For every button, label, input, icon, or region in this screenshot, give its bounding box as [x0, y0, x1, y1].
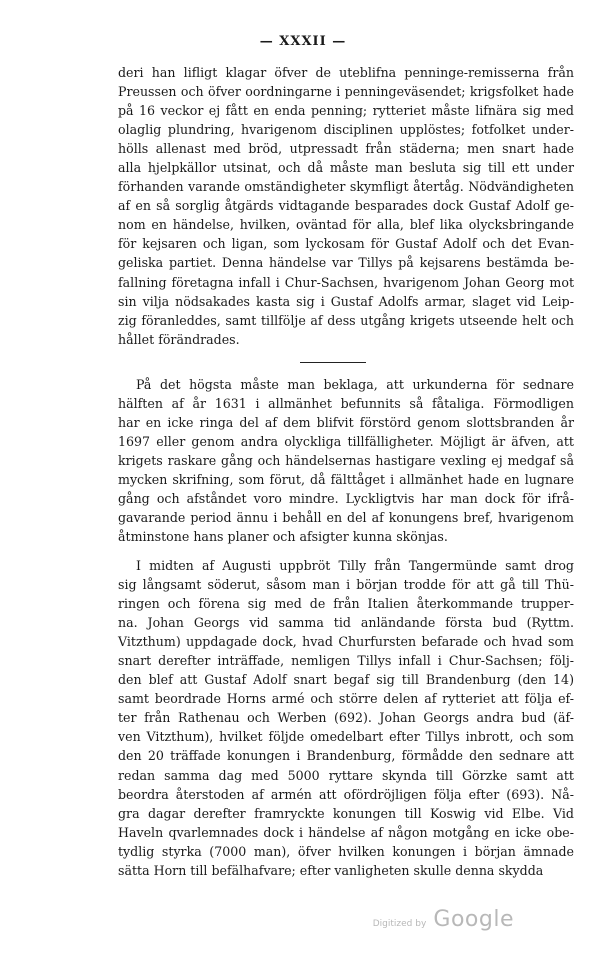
- text-line: gång och afståndet voro mindre. Lyckligtvis har man dock för ifrå-: [118, 491, 574, 507]
- text-line: tydlig styrka (7000 man), öfver hvilken konungen i början ämnade: [118, 843, 574, 859]
- text-line: den blef att Gustaf Adolf snart begaf sig till Brandenburg (den 14): [118, 672, 574, 688]
- text-line: samt beordrade Horns armé och större delen af rytteriet att följa ef-: [118, 691, 574, 707]
- text-line: gavarande period ännu i behåll en del af konungens bref, hvarigenom: [118, 510, 574, 526]
- text-line: På det högsta måste man beklaga, att urkunderna för sednare: [136, 377, 574, 392]
- google-logo: Google: [433, 907, 514, 932]
- text-line: Vitzthum) uppdagade dock, hvad Churfursten befarade och hvad som: [118, 634, 574, 650]
- text-line: ter från Rathenau och Werben (692). Johan Georgs andra bud (äf-: [118, 710, 574, 726]
- text-line: sätta Horn till befälhafvare; efter vanligheten skulle denna skydda: [118, 862, 544, 878]
- text-line: af en så sorglig åtgärds vidtagande besparades dock Gustaf Adolf ge-: [118, 198, 574, 214]
- paragraph-2: [118, 375, 574, 546]
- text-line: hållet förändrades.: [118, 331, 240, 347]
- text-line: åtminstone hans planer och afsigter kunna skönjas.: [118, 529, 448, 545]
- paragraph-1: [118, 63, 574, 349]
- watermark-prefix: Digitized by: [372, 919, 427, 929]
- text-line: beordra återstoden af armén att ofördröjligen följa efter (693). Nå-: [118, 786, 574, 802]
- text-line: snart derefter inträffade, nemligen Tillys infall i Chur-Sachsen; följ-: [118, 653, 574, 669]
- text-line: på 16 veckor ej fått en enda penning; rytteriet måste lifnära sig med: [118, 103, 574, 119]
- text-line: ven Vitzthum), hvilket följde omedelbart efter Tillys inbrott, och som: [118, 729, 574, 745]
- text-line: Haveln qvarlemnades dock i händelse af någon motgång en icke obe-: [118, 824, 574, 840]
- text-line: mycken skrifning, som förut, då fälttåget i allmänhet hade en lugnare: [118, 472, 574, 488]
- text-line: 1697 eller genom andra olyckliga tillfälligheter. Möjligt är äfven, att: [118, 434, 574, 450]
- text-line: ringen och förena sig med de från Italien återkommande trupper-: [118, 596, 574, 612]
- text-line: Preussen och öfver oordningarne i penningeväsendet; krigsfolket hade: [118, 84, 574, 100]
- text-line: har en icke ringa del af dem blifvit förstörd genom slottsbranden år: [118, 415, 574, 431]
- text-line: zig föranleddes, samt tillfölje af dess utgång krigets utseende helt och: [118, 312, 574, 328]
- text-line: hölls allenast med bröd, utpressadt från städerna; men snart hade: [118, 141, 574, 157]
- text-line: I midten af Augusti uppbröt Tilly från Tangermünde samt drog: [136, 558, 574, 573]
- text-line: hälften af år 1631 i allmänhet befunnits så fåtaliga. Förmodligen: [118, 396, 574, 412]
- text-line: förhanden varande omständigheter skymfligt återtåg. Nödvändigheten: [118, 179, 574, 195]
- text-line: gra dagar derefter framryckte konungen till Koswig vid Elbe. Vid: [118, 805, 574, 821]
- paragraph-3: [118, 556, 574, 880]
- text-line: na. Johan Georgs vid samma tid anländande första bud (Ryttm.: [118, 615, 574, 631]
- text-line: alla hjelpkällor utsinat, och då måste man besluta sig till ett under: [118, 160, 574, 176]
- page-number: — XXXII —: [259, 34, 347, 49]
- text-line: sin vilja nödsakades kasta sig i Gustaf Adolfs armar, slaget vid Leip-: [118, 293, 574, 309]
- text-line: sig långsamt söderut, såsom man i början trodde för att gå till Thü-: [118, 577, 574, 593]
- text-line: olaglig plundring, hvarigenom disciplinen upplöstes; fotfolket under-: [118, 122, 574, 138]
- text-line: deri han lifligt klagar öfver de uteblifna penninge-remisserna från: [118, 65, 574, 80]
- text-line: geliska partiet. Denna händelse var Tillys på kejsarens bestämda be-: [118, 255, 574, 271]
- google-watermark: [373, 907, 514, 932]
- text-line: redan samma dag med 5000 ryttare skynda till Görzke samt att: [118, 767, 574, 783]
- text-line: nom en händelse, hvilken, oväntad för alla, blef lika olycksbringande: [118, 217, 574, 233]
- text-line: den 20 träffade konungen i Brandenburg, förmådde den sednare att: [118, 748, 574, 764]
- section-divider: [300, 362, 366, 363]
- text-line: för kejsaren och ligan, som lyckosam för Gustaf Adolf och det Evan-: [118, 236, 574, 252]
- text-line: fallning företagna infall i Chur-Sachsen, hvarigenom Johan Georg mot: [118, 274, 574, 290]
- text-line: krigets raskare gång och händelsernas hastigare vexling ej medgaf så: [118, 453, 574, 469]
